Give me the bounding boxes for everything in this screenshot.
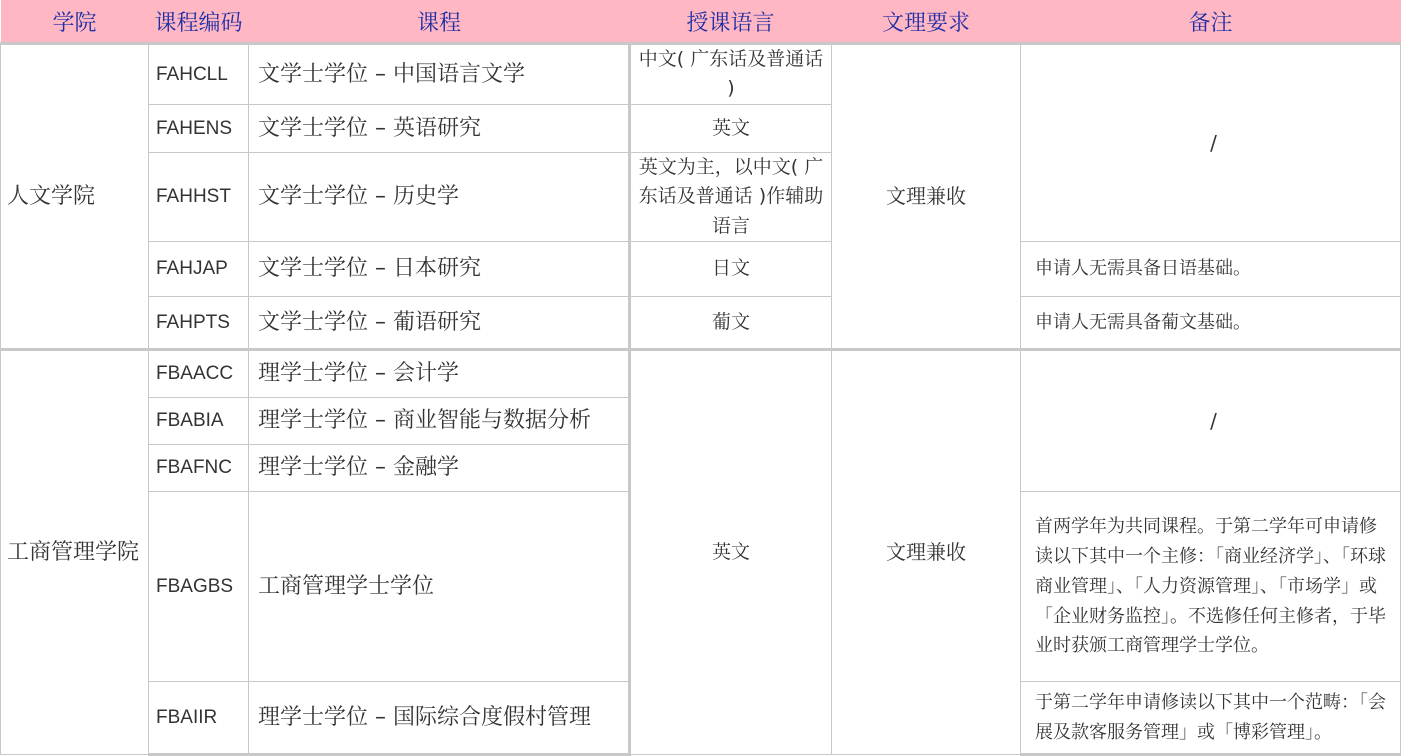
programme-cell: 工商管理学士学位	[249, 492, 630, 682]
header-requirement: 文理要求	[832, 0, 1021, 44]
table-row	[1, 44, 1401, 105]
language-cell: 英文	[630, 350, 832, 755]
programme-cell: 理学士学位 – 国际综合度假村管理	[249, 682, 630, 755]
table-row	[1, 242, 1401, 297]
language-cell: 中文( 广东话及普通话 )	[630, 44, 832, 105]
header-faculty: 学院	[1, 0, 149, 44]
language-cell: 英文为主，以中文( 广东话及普通话 )作辅助语言	[630, 152, 832, 241]
faculty-cell: 人文学院	[1, 44, 149, 350]
header-remarks: 备注	[1021, 0, 1401, 44]
table-row	[1, 350, 1401, 398]
code-cell: FAHCLL	[149, 44, 249, 105]
code-cell: FAHHST	[149, 152, 249, 241]
programme-cell: 文学士学位 – 中国语言文学	[249, 44, 630, 105]
remark-cell: 申请人无需具备日语基础。	[1021, 242, 1401, 297]
programme-cell: 理学士学位 – 会计学	[249, 350, 630, 398]
language-cell: 英文	[630, 104, 832, 152]
code-cell: FAHPTS	[149, 297, 249, 350]
header-language: 授课语言	[630, 0, 832, 44]
code-cell: FAHJAP	[149, 242, 249, 297]
remark-cell: 申请人无需具备葡文基础。	[1021, 297, 1401, 350]
code-cell: FBAGBS	[149, 492, 249, 682]
programme-cell: 理学士学位 – 商业智能与数据分析	[249, 398, 630, 445]
language-cell: 日文	[630, 242, 832, 297]
code-cell: FBAFNC	[149, 445, 249, 492]
language-cell: 葡文	[630, 297, 832, 350]
requirement-cell: 文理兼收	[832, 44, 1021, 350]
remark-cell: 于第二学年申请修读以下其中一个范畴：「会展及款客服务管理」或「博彩管理」。	[1021, 682, 1401, 755]
code-cell: FBABIA	[149, 398, 249, 445]
header-code: 课程编码	[149, 0, 249, 44]
header-programme: 课程	[249, 0, 630, 44]
remark-cell: /	[1021, 350, 1401, 492]
remark-cell: 首两学年为共同课程。于第二学年可申请修读以下其中一个主修：「商业经济学」、「环球商业管理」、「人力资源管理」、「市场学」或「企业财务监控」。不选修任何主修者，于毕业时获颁工商管理学士学位。	[1021, 492, 1401, 682]
remark-cell: /	[1021, 44, 1401, 242]
programme-cell: 理学士学位 – 金融学	[249, 445, 630, 492]
table-row	[1, 297, 1401, 350]
requirement-cell: 文理兼收	[832, 350, 1021, 755]
programme-cell: 文学士学位 – 日本研究	[249, 242, 630, 297]
code-cell: FBAACC	[149, 350, 249, 398]
programme-cell: 文学士学位 – 英语研究	[249, 104, 630, 152]
code-cell: FBAIIR	[149, 682, 249, 755]
programme-cell: 文学士学位 – 葡语研究	[249, 297, 630, 350]
faculty-cell: 工商管理学院	[1, 350, 149, 755]
header-row	[1, 0, 1401, 44]
programme-cell: 文学士学位 – 历史学	[249, 152, 630, 241]
code-cell: FAHENS	[149, 104, 249, 152]
